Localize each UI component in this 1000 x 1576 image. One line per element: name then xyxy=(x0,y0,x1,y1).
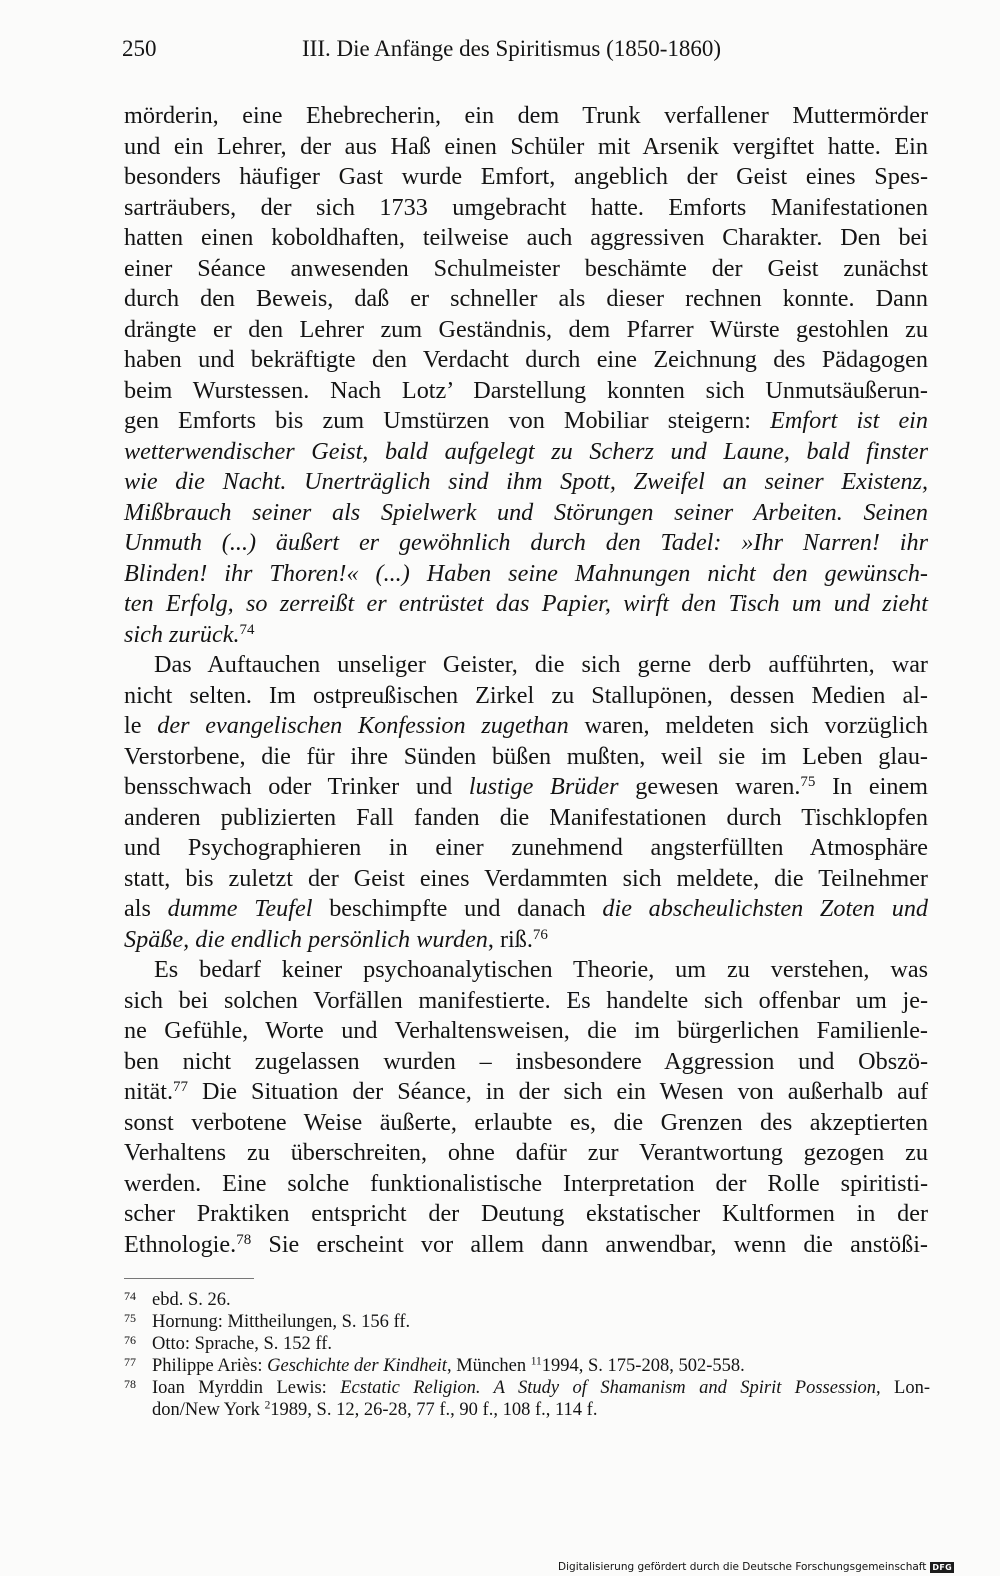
text-run: haben und bekräftigte den Verdacht durch eine Zeichnung des Pädagogen xyxy=(124,346,928,373)
italic-run: Mißbrauch seiner als Spielwerk und Störungen seiner Arbeiten. Seinen xyxy=(124,498,928,526)
text-line xyxy=(124,772,928,803)
text-run: , München xyxy=(446,1356,531,1376)
text-line xyxy=(124,284,928,315)
text-run: mörderin, eine Ehebrecherin, ein dem Trunk verfallener Muttermörder xyxy=(124,102,928,129)
dfg-logo: DFG xyxy=(932,1562,952,1572)
text-run: durch den Beweis, daß er schneller als dieser rechnen konnte. Dann xyxy=(124,285,928,312)
text-line xyxy=(124,437,928,468)
text-line xyxy=(124,833,928,864)
text-line xyxy=(124,528,928,559)
digitization-text: Digitalisierung gefördert durch die Deutsche Forschungsgemeinschaft xyxy=(558,1561,927,1573)
italic-run: dumme Teufel xyxy=(167,895,313,922)
text-line xyxy=(124,711,928,742)
body-text xyxy=(124,101,928,1260)
text-line xyxy=(124,406,928,437)
text-run: drängte er den Lehrer zum Geständnis, dem Pfarrer Würste gestohlen zu xyxy=(124,315,928,343)
text-line xyxy=(124,101,928,132)
text-run: Verhaltens zu überschreiten, ohne dafür zur Verantwortung gezogen zu xyxy=(124,1139,928,1166)
text-run: Sie erscheint vor allem dann anwendbar, wenn die anstößi- xyxy=(251,1230,928,1258)
footnote-line xyxy=(152,1377,930,1399)
running-title: III. Die Anfänge des Spiritismus (1850-1860) xyxy=(302,36,722,61)
text-run: Das Auftauchen unseliger Geister, die sich gerne derb aufführten, war xyxy=(154,651,928,678)
text-run: ebd. S. 26. xyxy=(152,1290,231,1310)
text-line xyxy=(124,132,928,163)
text-line xyxy=(124,193,928,224)
italic-run: ten Erfolg, so zerreißt er entrüstet das Papier, wirft den Tisch um und zieht xyxy=(124,590,928,617)
text-line xyxy=(124,1230,928,1261)
italic-run: Unmuth (...) äußert er gewöhnlich durch den Tadel: »Ihr Narren! ihr xyxy=(124,529,928,556)
footnotes xyxy=(124,1289,930,1421)
text-line xyxy=(124,803,928,834)
text-run: werden. Eine solche funktionalistische Interpretation der Rolle spiritisti- xyxy=(124,1169,928,1197)
text-line xyxy=(124,1138,928,1169)
footnote-number: 74 xyxy=(124,1289,136,1303)
text-line xyxy=(124,864,928,895)
text-run: don/New York xyxy=(152,1400,265,1420)
text-run: und Psychographieren in einer zunehmend angsterfüllten Atmosphäre xyxy=(124,834,928,861)
text-line xyxy=(124,467,928,498)
text-line xyxy=(124,894,928,925)
text-line xyxy=(124,955,928,986)
text-run: 1989, S. 12, 26-28, 77 f., 90 f., 108 f., 114 f. xyxy=(270,1400,598,1420)
footnote-line xyxy=(152,1333,930,1355)
text-run: waren, meldeten sich vorzüglich xyxy=(568,712,928,739)
text-line xyxy=(124,620,928,651)
footnote-ref: 78 xyxy=(236,1231,252,1248)
footnote xyxy=(124,1311,930,1333)
footnote-number: 78 xyxy=(124,1377,136,1391)
text-run: In einem xyxy=(815,773,928,800)
text-run: und ein Lehrer, der aus Haß einen Schüler mit Arsenik vergiftet hatte. Ein xyxy=(124,132,928,160)
page-number: 250 xyxy=(122,36,157,61)
text-line xyxy=(124,345,928,376)
text-line xyxy=(124,498,928,529)
text-line xyxy=(124,559,928,590)
text-line xyxy=(124,1077,928,1108)
text-run: nicht selten. Im ostpreußischen Zirkel zu Stallupönen, dessen Medien al- xyxy=(124,681,928,709)
page-header xyxy=(122,36,930,68)
footnote-ref: 77 xyxy=(173,1078,189,1095)
text-run: einer Séance anwesenden Schulmeister beschämte der Geist zunächst xyxy=(124,254,928,282)
text-run: Philippe Ariès: xyxy=(152,1356,268,1376)
text-run: sich bei solchen Vorfällen manifestierte. Es handelte sich offenbar um je- xyxy=(124,986,928,1014)
text-line xyxy=(124,223,928,254)
text-run: , riß. xyxy=(487,925,533,953)
text-run: beim Wurstessen. Nach Lotz’ Darstellung konnten sich Unmutsäußerun- xyxy=(124,376,928,404)
italic-run: Ecstatic Religion. A Study of Shamanism and Spirit Possession xyxy=(340,1378,876,1398)
footnote-line xyxy=(152,1311,930,1333)
text-run: Ethnologie. xyxy=(124,1230,237,1258)
text-run: hatten einen koboldhaften, teilweise auch aggressiven Charakter. Den bei xyxy=(124,224,928,251)
text-run: bensschwach oder Trinker und xyxy=(124,773,469,800)
text-run: Ioan Myrddin Lewis: xyxy=(152,1378,341,1398)
text-line xyxy=(124,1169,928,1200)
footnote-ref: 76 xyxy=(532,926,548,943)
text-line xyxy=(124,1108,928,1139)
footnote-ref: 2 xyxy=(264,1399,271,1412)
text-run: besonders häufiger Gast wurde Emfort, angeblich der Geist eines Spes- xyxy=(124,163,928,190)
text-run: Die Situation der Séance, in der sich ein Wesen von außerhalb auf xyxy=(188,1078,928,1105)
text-run: , Lon- xyxy=(875,1378,930,1398)
footnote-rule xyxy=(124,1278,254,1279)
text-line xyxy=(124,986,928,1017)
footnote-number: 77 xyxy=(124,1355,136,1369)
italic-run: Blinden! ihr Thoren!« (...) Haben seine Mahnungen nicht den gewünsch- xyxy=(124,559,928,587)
footnote-line xyxy=(152,1399,930,1421)
footnote-line xyxy=(152,1355,930,1377)
italic-run: die abscheulichsten Zoten und xyxy=(602,895,929,922)
text-run: Verstorbene, die für ihre Sünden büßen mußten, weil sie im Leben glau- xyxy=(124,742,928,770)
italic-run: wie die Nacht. Unerträglich sind ihm Spott, Zweifel an seiner Existenz, xyxy=(124,468,928,495)
italic-run: wetterwendischer Geist, bald aufgelegt zu Scherz und Laune, bald finster xyxy=(124,437,928,465)
footnote-number: 76 xyxy=(124,1333,136,1347)
text-line xyxy=(124,1047,928,1078)
footnote-ref: 11 xyxy=(530,1355,542,1368)
text-line xyxy=(124,1016,928,1047)
digitization-note xyxy=(558,1561,954,1573)
italic-run: Emfort ist ein xyxy=(770,407,929,434)
italic-run: Geschichte der Kindheit xyxy=(267,1356,447,1376)
footnote-number: 75 xyxy=(124,1311,136,1325)
text-run: als xyxy=(124,895,168,922)
text-run: sarträubers, der sich 1733 umgebracht hatte. Emforts Manifestationen xyxy=(124,193,928,221)
italic-run: Späße, die endlich persönlich wurden xyxy=(124,925,488,953)
text-run: beschimpfte und danach xyxy=(312,895,603,922)
text-run: le xyxy=(124,712,158,739)
text-line xyxy=(124,315,928,346)
footnote xyxy=(124,1377,930,1421)
text-line xyxy=(124,681,928,712)
text-run: Otto: Sprache, S. 152 ff. xyxy=(152,1334,333,1354)
text-run: gewesen waren. xyxy=(618,773,801,800)
text-run: 1994, S. 175-208, 502-558. xyxy=(541,1356,745,1376)
text-run: sonst verbotene Weise äußerte, erlaubte es, die Grenzen des akzeptierten xyxy=(124,1108,928,1136)
text-run: statt, bis zuletzt der Geist eines Verdammten sich meldete, die Teilnehmer xyxy=(124,864,928,892)
text-line xyxy=(124,376,928,407)
text-run: anderen publizierten Fall fanden die Manifestationen durch Tischklopfen xyxy=(124,803,928,831)
footnote xyxy=(124,1289,930,1311)
footnote-ref: 75 xyxy=(800,773,816,790)
text-run: ne Gefühle, Worte und Verhaltensweisen, die im bürgerlichen Familienle- xyxy=(124,1017,928,1044)
text-line xyxy=(124,589,928,620)
text-line xyxy=(124,254,928,285)
text-run: Hornung: Mittheilungen, S. 156 ff. xyxy=(152,1312,411,1332)
footnote-ref: 74 xyxy=(239,621,255,638)
text-line xyxy=(124,650,928,681)
italic-run: sich zurück. xyxy=(124,620,240,648)
text-line xyxy=(124,1199,928,1230)
text-run: Es bedarf keiner psychoanalytischen Theorie, um zu verstehen, was xyxy=(154,956,928,983)
footnote xyxy=(124,1333,930,1355)
italic-run: lustige Brüder xyxy=(468,773,619,800)
text-line xyxy=(124,925,928,956)
footnote xyxy=(124,1355,930,1377)
footnote-line xyxy=(152,1289,930,1311)
text-line xyxy=(124,162,928,193)
italic-run: der evangelischen Konfession zugethan xyxy=(157,712,569,739)
text-run: nität. xyxy=(124,1078,174,1105)
text-run: scher Praktiken entspricht der Deutung ekstatischer Kultformen in der xyxy=(124,1200,928,1227)
text-run: gen Emforts bis zum Umstürzen von Mobiliar steigern: xyxy=(124,407,771,434)
text-line xyxy=(124,742,928,773)
text-run: ben nicht zugelassen wurden – insbesondere Aggression und Obszö- xyxy=(124,1047,928,1075)
